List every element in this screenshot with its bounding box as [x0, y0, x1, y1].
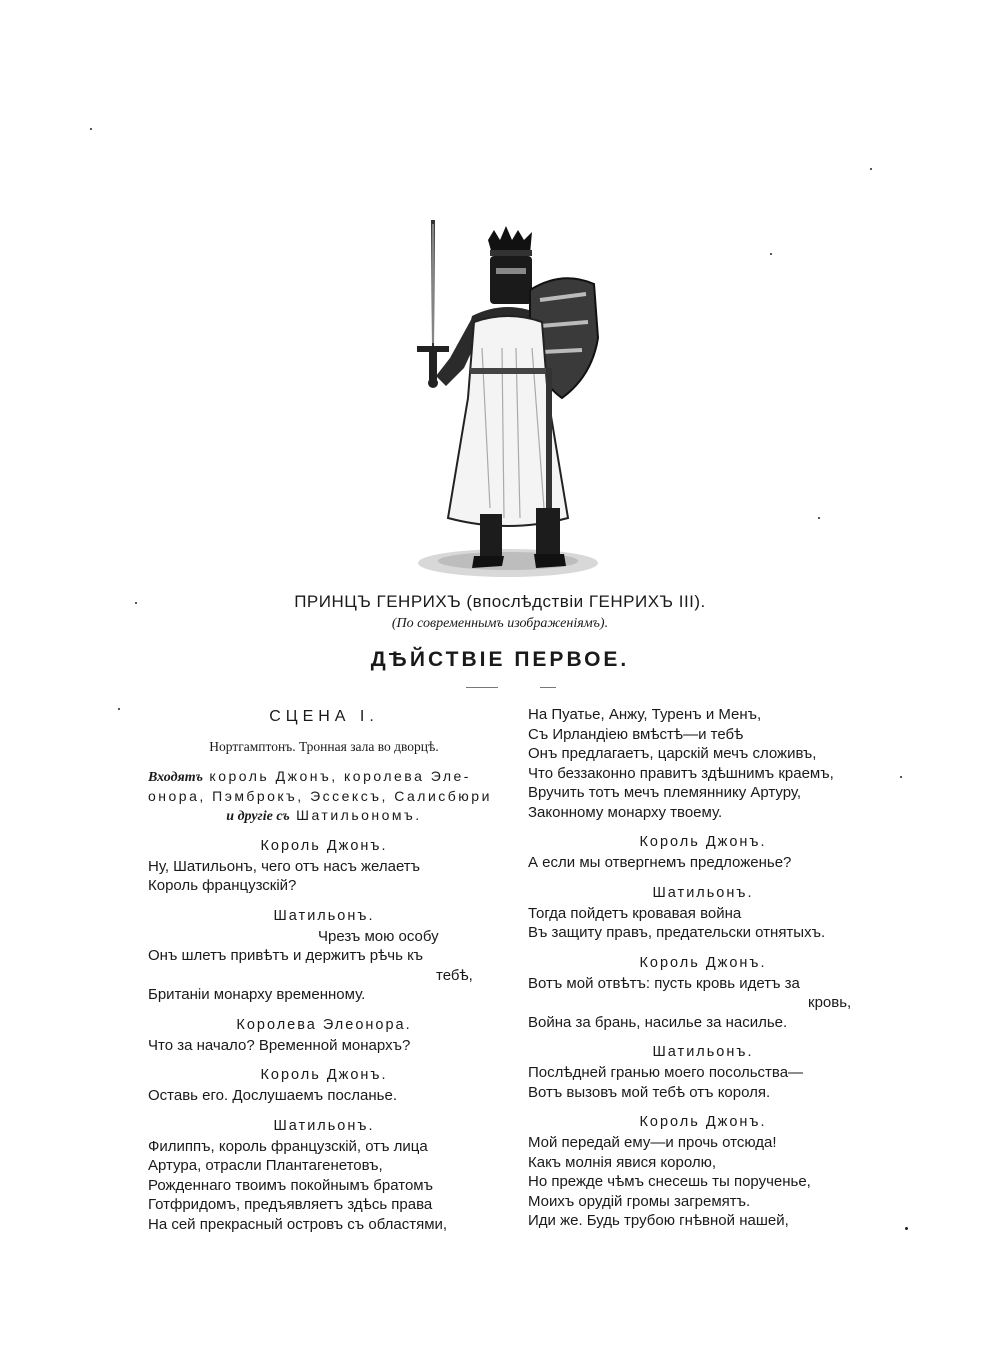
verse-line: тебѣ,: [436, 966, 473, 984]
verse-line: Британіи монарху временному.: [148, 986, 366, 1003]
divider: [540, 687, 556, 688]
verse-line: Онъ шлетъ привѣтъ и держитъ рѣчь къ: [148, 947, 424, 964]
verse-line: Моихъ орудій громы загремятъ.: [528, 1192, 751, 1210]
knight-illustration: [412, 218, 604, 580]
verse-line: Филиппъ, король французскій, отъ лица: [148, 1137, 428, 1155]
verse-line: Какъ молнія явися королю,: [528, 1153, 717, 1171]
left-column: [148, 705, 500, 1234]
verse-line: Иди же. Будь трубою гнѣвной нашей,: [528, 1212, 789, 1229]
divider: [466, 687, 498, 688]
verse-line: Тогда пойдетъ кровавая война: [528, 904, 742, 922]
speck: [90, 128, 92, 130]
speaker-name: Король Джонъ.: [639, 1114, 767, 1130]
act-title: ДѢЙСТВІЕ ПЕРВОЕ.: [370, 648, 630, 671]
stage-text: онора, Пэмброкъ, Эссексъ, Салисбюри: [148, 787, 492, 804]
verse-line: А если мы отвергнемъ предложенье?: [528, 854, 792, 871]
right-column: [528, 705, 878, 1231]
verse-line: Но прежде чѣмъ снесешь ты порученье,: [528, 1173, 811, 1190]
speaker-name: Шатильонъ.: [273, 907, 375, 924]
verse-line: Рожденнаго твоимъ покойнымъ братомъ: [148, 1176, 433, 1194]
verse-line: Вручить тотъ мечъ племяннику Артуру,: [528, 784, 802, 801]
speaker-name: Королева Элеонора.: [236, 1016, 412, 1033]
verse-line: Чрезъ мою особу: [318, 927, 439, 945]
verse-line: Война за брань, насилье за насилье.: [528, 1013, 788, 1031]
speaker-name: Король Джонъ.: [260, 1067, 388, 1083]
speaker-name: Король Джонъ.: [639, 954, 767, 971]
verse-line: Онъ предлагаетъ, царскій мечъ сложивъ,: [528, 745, 817, 762]
verse-line: Что беззаконно правитъ здѣшнимъ краемъ,: [528, 764, 834, 782]
scene-location: Нортгамптонъ. Тронная зала во дворцѣ.: [209, 739, 439, 754]
speck: [900, 776, 902, 778]
stage-italic: и другіе съ: [226, 809, 290, 824]
verse-line: Въ защиту правъ, предательски отнятыхъ.: [528, 924, 826, 941]
verse-line: Мой передай ему—и прочь отсюда!: [528, 1134, 777, 1151]
speck: [118, 708, 120, 710]
verse-line: Оставь его. Дослушаемъ посланье.: [148, 1087, 397, 1104]
speaker-name: Шатильонъ.: [273, 1117, 375, 1134]
verse-line: Вотъ мой отвѣтъ: пусть кровь идетъ за: [528, 974, 800, 992]
speaker-name: Шатильонъ.: [652, 884, 754, 901]
scene-heading: СЦЕНА I.: [269, 708, 379, 725]
verse-line: На сей прекрасный островъ съ областями,: [148, 1215, 448, 1233]
verse-line: Готфридомъ, предъявляетъ здѣсь права: [148, 1196, 433, 1213]
verse-line: Что за начало? Временной монархъ?: [148, 1036, 411, 1054]
illustration-caption: ПРИНЦЪ ГЕНРИХЪ (впослѣдствіи ГЕНРИХЪ III).: [294, 592, 706, 611]
stage-text: Шатильономъ.: [289, 807, 422, 823]
stage-text: король Джонъ, королева Эле-: [203, 768, 471, 784]
speck: [770, 253, 772, 255]
speaker-name: Король Джонъ.: [639, 834, 767, 850]
stage-italic: Входятъ: [148, 770, 204, 785]
speck: [870, 168, 872, 170]
verse-line: Законному монарху твоему.: [528, 803, 723, 821]
verse-line: Послѣдней гранью моего посольства—: [528, 1064, 804, 1081]
illustration-subcaption: (По современнымъ изображеніямъ).: [391, 616, 609, 631]
verse-line: Король французскій?: [148, 877, 297, 894]
stage-direction: [148, 767, 500, 826]
verse-line: Вотъ вызовъ мой тебѣ отъ короля.: [528, 1083, 771, 1101]
verse-line: На Пуатье, Анжу, Туренъ и Менъ,: [528, 706, 762, 723]
verse-line: Съ Ирландіею вмѣстѣ—и тебѣ: [528, 725, 744, 743]
verse-line: Артура, отрасли Плантагенетовъ,: [148, 1157, 383, 1174]
speck: [818, 517, 820, 519]
verse-line: кровь,: [808, 994, 852, 1011]
verse-line: Ну, Шатильонъ, чего отъ насъ желаетъ: [148, 857, 421, 875]
speck: [905, 1227, 908, 1230]
speaker-name: Шатильонъ.: [652, 1044, 754, 1060]
speaker-name: Король Джонъ.: [260, 837, 388, 854]
